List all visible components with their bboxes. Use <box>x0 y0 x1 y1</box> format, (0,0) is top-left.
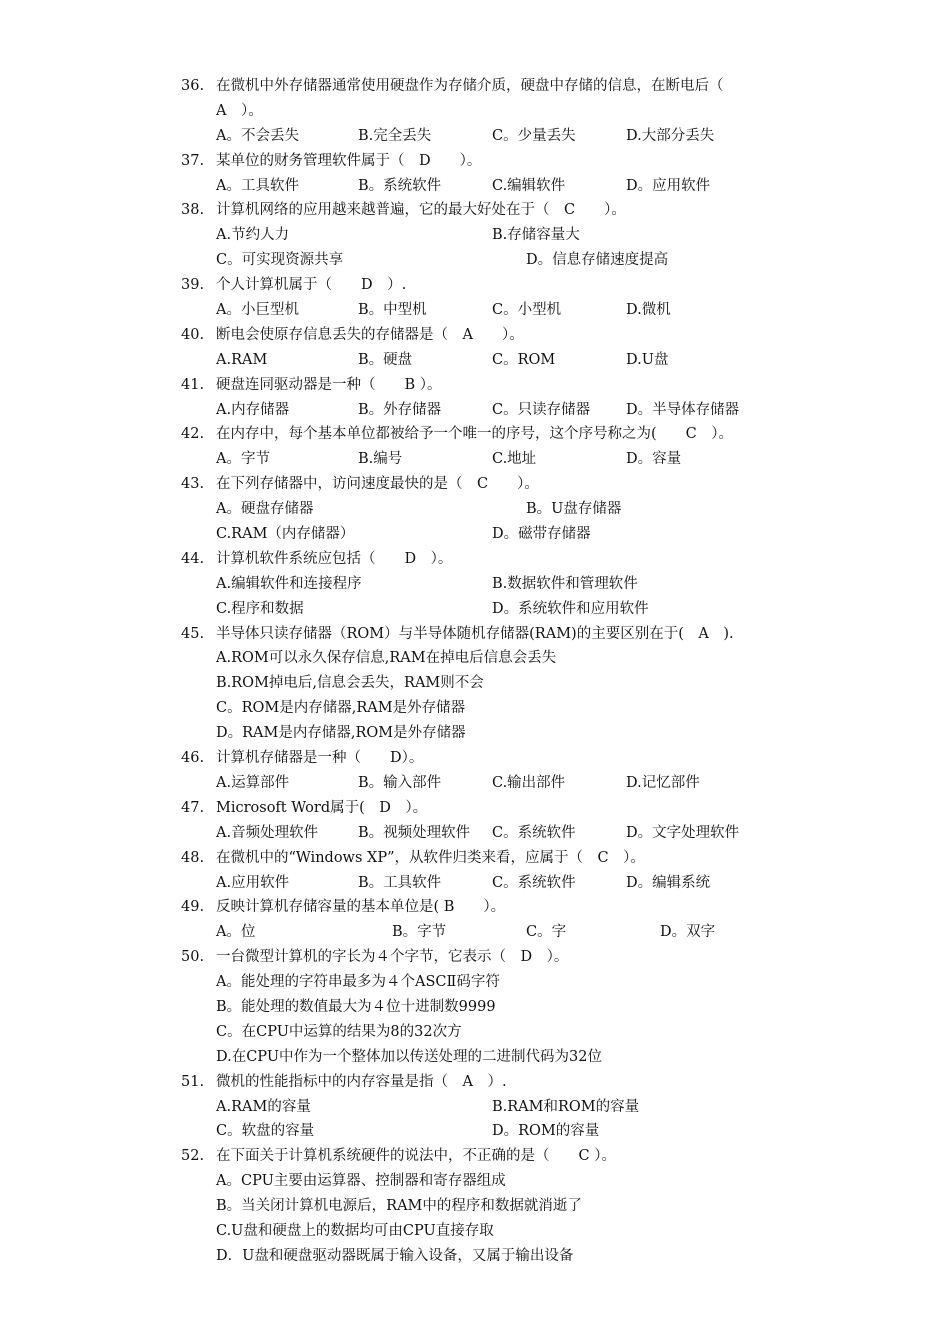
question-number: 46. <box>181 750 205 767</box>
option-a: A.运算部件 <box>216 774 290 791</box>
option-d: D。磁带存储器 <box>492 526 591 543</box>
question-42 <box>0 422 950 447</box>
option-a: A.音频处理软件 <box>216 824 319 841</box>
question-text: 反映计算机存储容量的基本单位是( B ）。 <box>216 899 506 916</box>
question-text: 某单位的财务管理软件属于（ D ）。 <box>216 152 482 169</box>
option-b: B。当关闭计算机电源后，RAM中的程序和数据就消逝了 <box>216 1198 582 1215</box>
question-text: 计算机存储器是一种（ D）。 <box>216 750 424 767</box>
option-a: A。字节 <box>216 451 270 468</box>
question-number: 47. <box>181 799 205 816</box>
option-row <box>0 646 950 671</box>
question-text: 硬盘连同驱动器是一种（ B ）。 <box>216 376 442 393</box>
option-c: C。ROM <box>492 351 556 368</box>
option-c: C。在CPU中运算的结果为8的32次方 <box>216 1023 462 1040</box>
option-b: B。字节 <box>392 924 447 941</box>
option-b: B。中型机 <box>358 302 427 319</box>
question-36-continued <box>0 99 950 124</box>
option-row <box>0 970 950 995</box>
question-number: 49. <box>181 899 205 916</box>
options-row <box>0 572 950 597</box>
options-row <box>0 821 950 846</box>
option-a: A。能处理的字符串最多为４个ASCⅡ码字符 <box>216 974 500 991</box>
question-44 <box>0 547 950 572</box>
question-number: 51. <box>181 1073 205 1090</box>
document-page <box>0 74 950 1269</box>
option-b: B。视频处理软件 <box>358 824 471 841</box>
options-row <box>0 124 950 149</box>
option-c: C.RAM（内存储器） <box>216 526 355 543</box>
option-c: C.U盘和硬盘上的数据均可由CPU直接存取 <box>216 1222 494 1239</box>
option-b: B.RAM和ROM的容量 <box>492 1098 640 1115</box>
question-40 <box>0 323 950 348</box>
question-text: Microsoft Word属于( D ）。 <box>216 799 428 816</box>
options-row <box>0 771 950 796</box>
option-row <box>0 671 950 696</box>
option-a: A.RAM的容量 <box>216 1098 311 1115</box>
option-c: C。系统软件 <box>492 874 576 891</box>
option-c: C。可实现资源共享 <box>216 252 344 269</box>
option-c: C。软盘的容量 <box>216 1123 315 1140</box>
option-d: D．U盘和硬盘驱动器既属于输入设备，又属于输出设备 <box>216 1247 574 1264</box>
option-d: D。半导体存储器 <box>626 401 740 418</box>
question-number: 38. <box>181 202 205 219</box>
option-b: B。外存储器 <box>358 401 442 418</box>
question-39 <box>0 273 950 298</box>
option-a: A.应用软件 <box>216 874 290 891</box>
option-d: D。编辑系统 <box>626 874 711 891</box>
question-51 <box>0 1070 950 1095</box>
option-d: D。双字 <box>660 924 716 941</box>
question-text: 计算机软件系统应包括（ D ）。 <box>216 550 453 567</box>
option-d: D。容量 <box>626 451 682 468</box>
option-a: A.内存储器 <box>216 401 290 418</box>
option-a: A。不会丢失 <box>216 127 299 144</box>
option-c: C。只读存储器 <box>492 401 591 418</box>
question-48 <box>0 846 950 871</box>
option-b: B。系统软件 <box>358 177 442 194</box>
options-row <box>0 398 950 423</box>
option-a: A。小巨型机 <box>216 302 299 319</box>
options-row <box>0 447 950 472</box>
question-37 <box>0 149 950 174</box>
option-a: A.编辑软件和连接程序 <box>216 575 362 592</box>
option-b: B.数据软件和管理软件 <box>492 575 638 592</box>
question-49 <box>0 895 950 920</box>
question-46 <box>0 746 950 771</box>
question-47 <box>0 796 950 821</box>
option-row <box>0 1169 950 1194</box>
option-row <box>0 1045 950 1070</box>
option-d: D.微机 <box>626 302 671 319</box>
option-c: C.程序和数据 <box>216 600 304 617</box>
question-text: 个人计算机属于（ D ）. <box>216 277 407 294</box>
question-number: 37. <box>181 152 205 169</box>
option-d: D。系统软件和应用软件 <box>492 600 649 617</box>
question-52 <box>0 1144 950 1169</box>
option-c: C。ROM是内存储器,RAM是外存储器 <box>216 700 466 717</box>
option-row <box>0 1194 950 1219</box>
question-number: 50. <box>181 949 205 966</box>
question-number: 41. <box>181 376 205 393</box>
question-text: 微机的性能指标中的内存容量是指（ A ）. <box>216 1073 507 1090</box>
option-row <box>0 1244 950 1269</box>
question-number: 42. <box>181 426 205 443</box>
options-row <box>0 298 950 323</box>
option-d: D.大部分丢失 <box>626 127 715 144</box>
question-36 <box>0 74 950 99</box>
options-row <box>0 1119 950 1144</box>
option-b: B.存储容量大 <box>492 227 580 244</box>
options-row <box>0 348 950 373</box>
option-c: C.输出部件 <box>492 774 566 791</box>
question-number: 52. <box>181 1148 205 1165</box>
option-a: A。硬盘存储器 <box>216 501 314 518</box>
option-row <box>0 721 950 746</box>
option-d: D.在CPU中作为一个整体加以传送处理的二进制代码为32位 <box>216 1048 602 1065</box>
option-a: A。CPU主要由运算器、控制器和寄存器组成 <box>216 1173 506 1190</box>
question-text-continued: A ）。 <box>216 102 263 119</box>
options-row <box>0 223 950 248</box>
option-d: D。应用软件 <box>626 177 711 194</box>
option-a: A.ROM可以永久保存信息,RAM在掉电后信息会丢失 <box>216 650 557 667</box>
options-row <box>0 871 950 896</box>
question-text: 在微机中外存储器通常使用硬盘作为存储介质，硬盘中存储的信息，在断电后（ <box>216 78 724 94</box>
option-c: C。字 <box>526 924 567 941</box>
question-text: 在微机中的“Windows XP”，从软件归类来看，应属于（ C ）。 <box>216 849 645 866</box>
question-43 <box>0 472 950 497</box>
options-row <box>0 1095 950 1120</box>
question-text: 半导体只读存储器（ROM）与半导体随机存储器(RAM)的主要区别在于( A ). <box>216 625 734 642</box>
option-row <box>0 696 950 721</box>
option-d: D。信息存储速度提高 <box>526 252 669 269</box>
question-number: 45. <box>181 625 205 642</box>
question-text: 计算机网络的应用越来越普遍，它的最大好处在于（ C ）。 <box>216 202 626 219</box>
option-b: B。工具软件 <box>358 874 442 891</box>
option-c: C。小型机 <box>492 302 562 319</box>
question-text: 断电会使原存信息丢失的存储器是（ A ）。 <box>216 326 524 343</box>
option-b: B.ROM掉电后,信息会丢失，RAM则不会 <box>216 675 484 692</box>
option-d: D。RAM是内存储器,ROM是外存储器 <box>216 725 466 742</box>
question-text: 在下列存储器中，访问速度最快的是（ C ）。 <box>216 476 539 493</box>
question-number: 40. <box>181 326 205 343</box>
question-45 <box>0 622 950 647</box>
options-row <box>0 174 950 199</box>
option-b: B.完全丢失 <box>358 127 432 144</box>
options-row <box>0 522 950 547</box>
option-b: B。能处理的数值最大为４位十进制数9999 <box>216 998 496 1015</box>
options-row <box>0 597 950 622</box>
option-a: A。位 <box>216 924 256 941</box>
question-38 <box>0 198 950 223</box>
question-text: 一台微型计算机的字长为４个字节，它表示（ D ）。 <box>216 949 569 966</box>
options-row <box>0 248 950 273</box>
option-d: D.U盘 <box>626 351 669 368</box>
option-d: D.记忆部件 <box>626 774 700 791</box>
question-number: 44. <box>181 550 205 567</box>
question-number: 36. <box>181 78 205 94</box>
question-50 <box>0 945 950 970</box>
option-b: B。输入部件 <box>358 774 442 791</box>
option-row <box>0 995 950 1020</box>
option-c: C.地址 <box>492 451 537 468</box>
option-c: C。系统软件 <box>492 824 576 841</box>
question-text: 在下面关于计算机系统硬件的说法中，不正确的是（ C ）。 <box>216 1148 616 1165</box>
question-41 <box>0 373 950 398</box>
question-number: 43. <box>181 476 205 493</box>
question-number: 39. <box>181 277 205 294</box>
option-b: B。U盘存储器 <box>526 501 622 518</box>
option-c: C.编辑软件 <box>492 177 566 194</box>
option-b: B.编号 <box>358 451 403 468</box>
option-a: A。工具软件 <box>216 177 299 194</box>
option-row <box>0 1219 950 1244</box>
option-b: B。硬盘 <box>358 351 413 368</box>
options-row <box>0 920 950 945</box>
option-d: D。ROM的容量 <box>492 1123 600 1140</box>
options-row <box>0 497 950 522</box>
question-text: 在内存中，每个基本单位都被给予一个唯一的序号，这个序号称之为( C ）。 <box>216 426 733 443</box>
option-row <box>0 1020 950 1045</box>
question-number: 48. <box>181 849 205 866</box>
option-a: A.RAM <box>216 351 268 368</box>
option-d: D。文字处理软件 <box>626 824 740 841</box>
option-a: A.节约人力 <box>216 227 290 244</box>
option-c: C。少量丢失 <box>492 127 576 144</box>
